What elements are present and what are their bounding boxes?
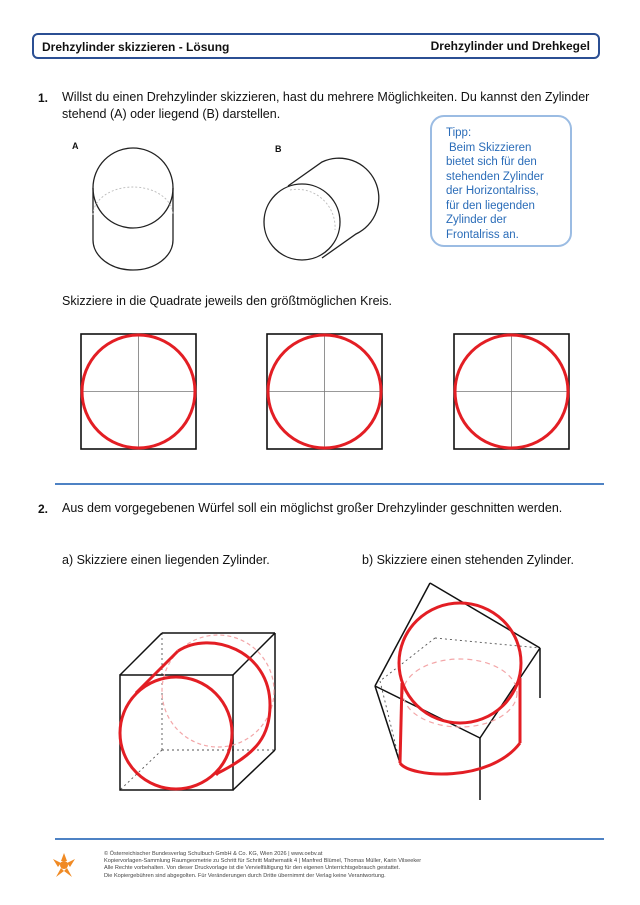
cube-standing-cylinder bbox=[370, 578, 550, 808]
task2-sub-b: b) Skizziere einen stehenden Zylinder. bbox=[362, 553, 574, 567]
tip-line: Beim Skizzieren bbox=[449, 141, 532, 154]
worksheet-subject: Drehzylinder und Drehkegel bbox=[430, 39, 590, 53]
square-with-circle-3 bbox=[453, 333, 570, 450]
task2-text: Aus dem vorgegebenen Würfel soll ein möglichst großer Drehzylinder geschnitten werden. bbox=[62, 501, 563, 515]
footer-divider bbox=[55, 838, 604, 840]
tip-line: der Horizontalriss, bbox=[446, 185, 539, 197]
tip-line: Frontalriss an. bbox=[446, 228, 519, 241]
footer-line: Alle Rechte vorbehalten. Von dieser Druckvorlage ist die Vervielfältigung für den eigenen Unterrichtsgebrauch gestattet. bbox=[104, 865, 401, 872]
footer-line: Kopiervorlagen-Sammlung Raumgeometrie zu Schritt für Schritt Mathematik 4 | Manfred Blümel, Thomas Müller, Karin Vilseeker bbox=[104, 858, 422, 865]
section-divider bbox=[55, 483, 604, 485]
tip-box bbox=[430, 115, 572, 247]
square-with-circle-2 bbox=[266, 333, 383, 450]
tip-line: Tipp: bbox=[446, 127, 472, 139]
cylinder-lying-sketch bbox=[260, 150, 380, 270]
label-b: B bbox=[275, 144, 282, 154]
task2-number: 2. bbox=[38, 502, 49, 516]
label-a: A bbox=[72, 141, 79, 151]
task1-number: 1. bbox=[38, 91, 49, 105]
task2-sub-a: a) Skizziere einen liegenden Zylinder. bbox=[62, 553, 270, 567]
footer-line: © Österreichischer Bundesverlag Schulbuch GmbH & Co. KG, Wien 2026 | www.oebv.at bbox=[104, 851, 323, 857]
cylinder-standing-sketch bbox=[85, 145, 185, 275]
tip-line: für den liegenden bbox=[446, 199, 535, 212]
task1-instruction: Skizziere in die Quadrate jeweils den größtmöglichen Kreis. bbox=[62, 294, 393, 308]
footer-text bbox=[104, 851, 421, 880]
footer-line: Die Kopiergebühren sind abgegolten. Für Veränderungen durch Dritte übernimmt der Verlag keine Verantwortung. bbox=[104, 872, 386, 879]
worksheet-title: Drehzylinder skizzieren - Lösung bbox=[42, 40, 230, 54]
task1-text-line2: stehend (A) oder liegend (B) darstellen. bbox=[62, 107, 281, 121]
tip-line: stehenden Zylinder bbox=[446, 170, 544, 183]
publisher-logo bbox=[51, 850, 77, 880]
tip-line: bietet sich für den bbox=[446, 156, 537, 168]
tip-line: Zylinder der bbox=[446, 214, 507, 226]
cube-lying-cylinder bbox=[110, 625, 310, 825]
square-with-circle-1 bbox=[80, 333, 197, 450]
page-header bbox=[32, 33, 600, 59]
task1-text-line1: Willst du einen Drehzylinder skizzieren, hast du mehrere Möglichkeiten. Du kannst den Zylinder bbox=[62, 90, 590, 104]
